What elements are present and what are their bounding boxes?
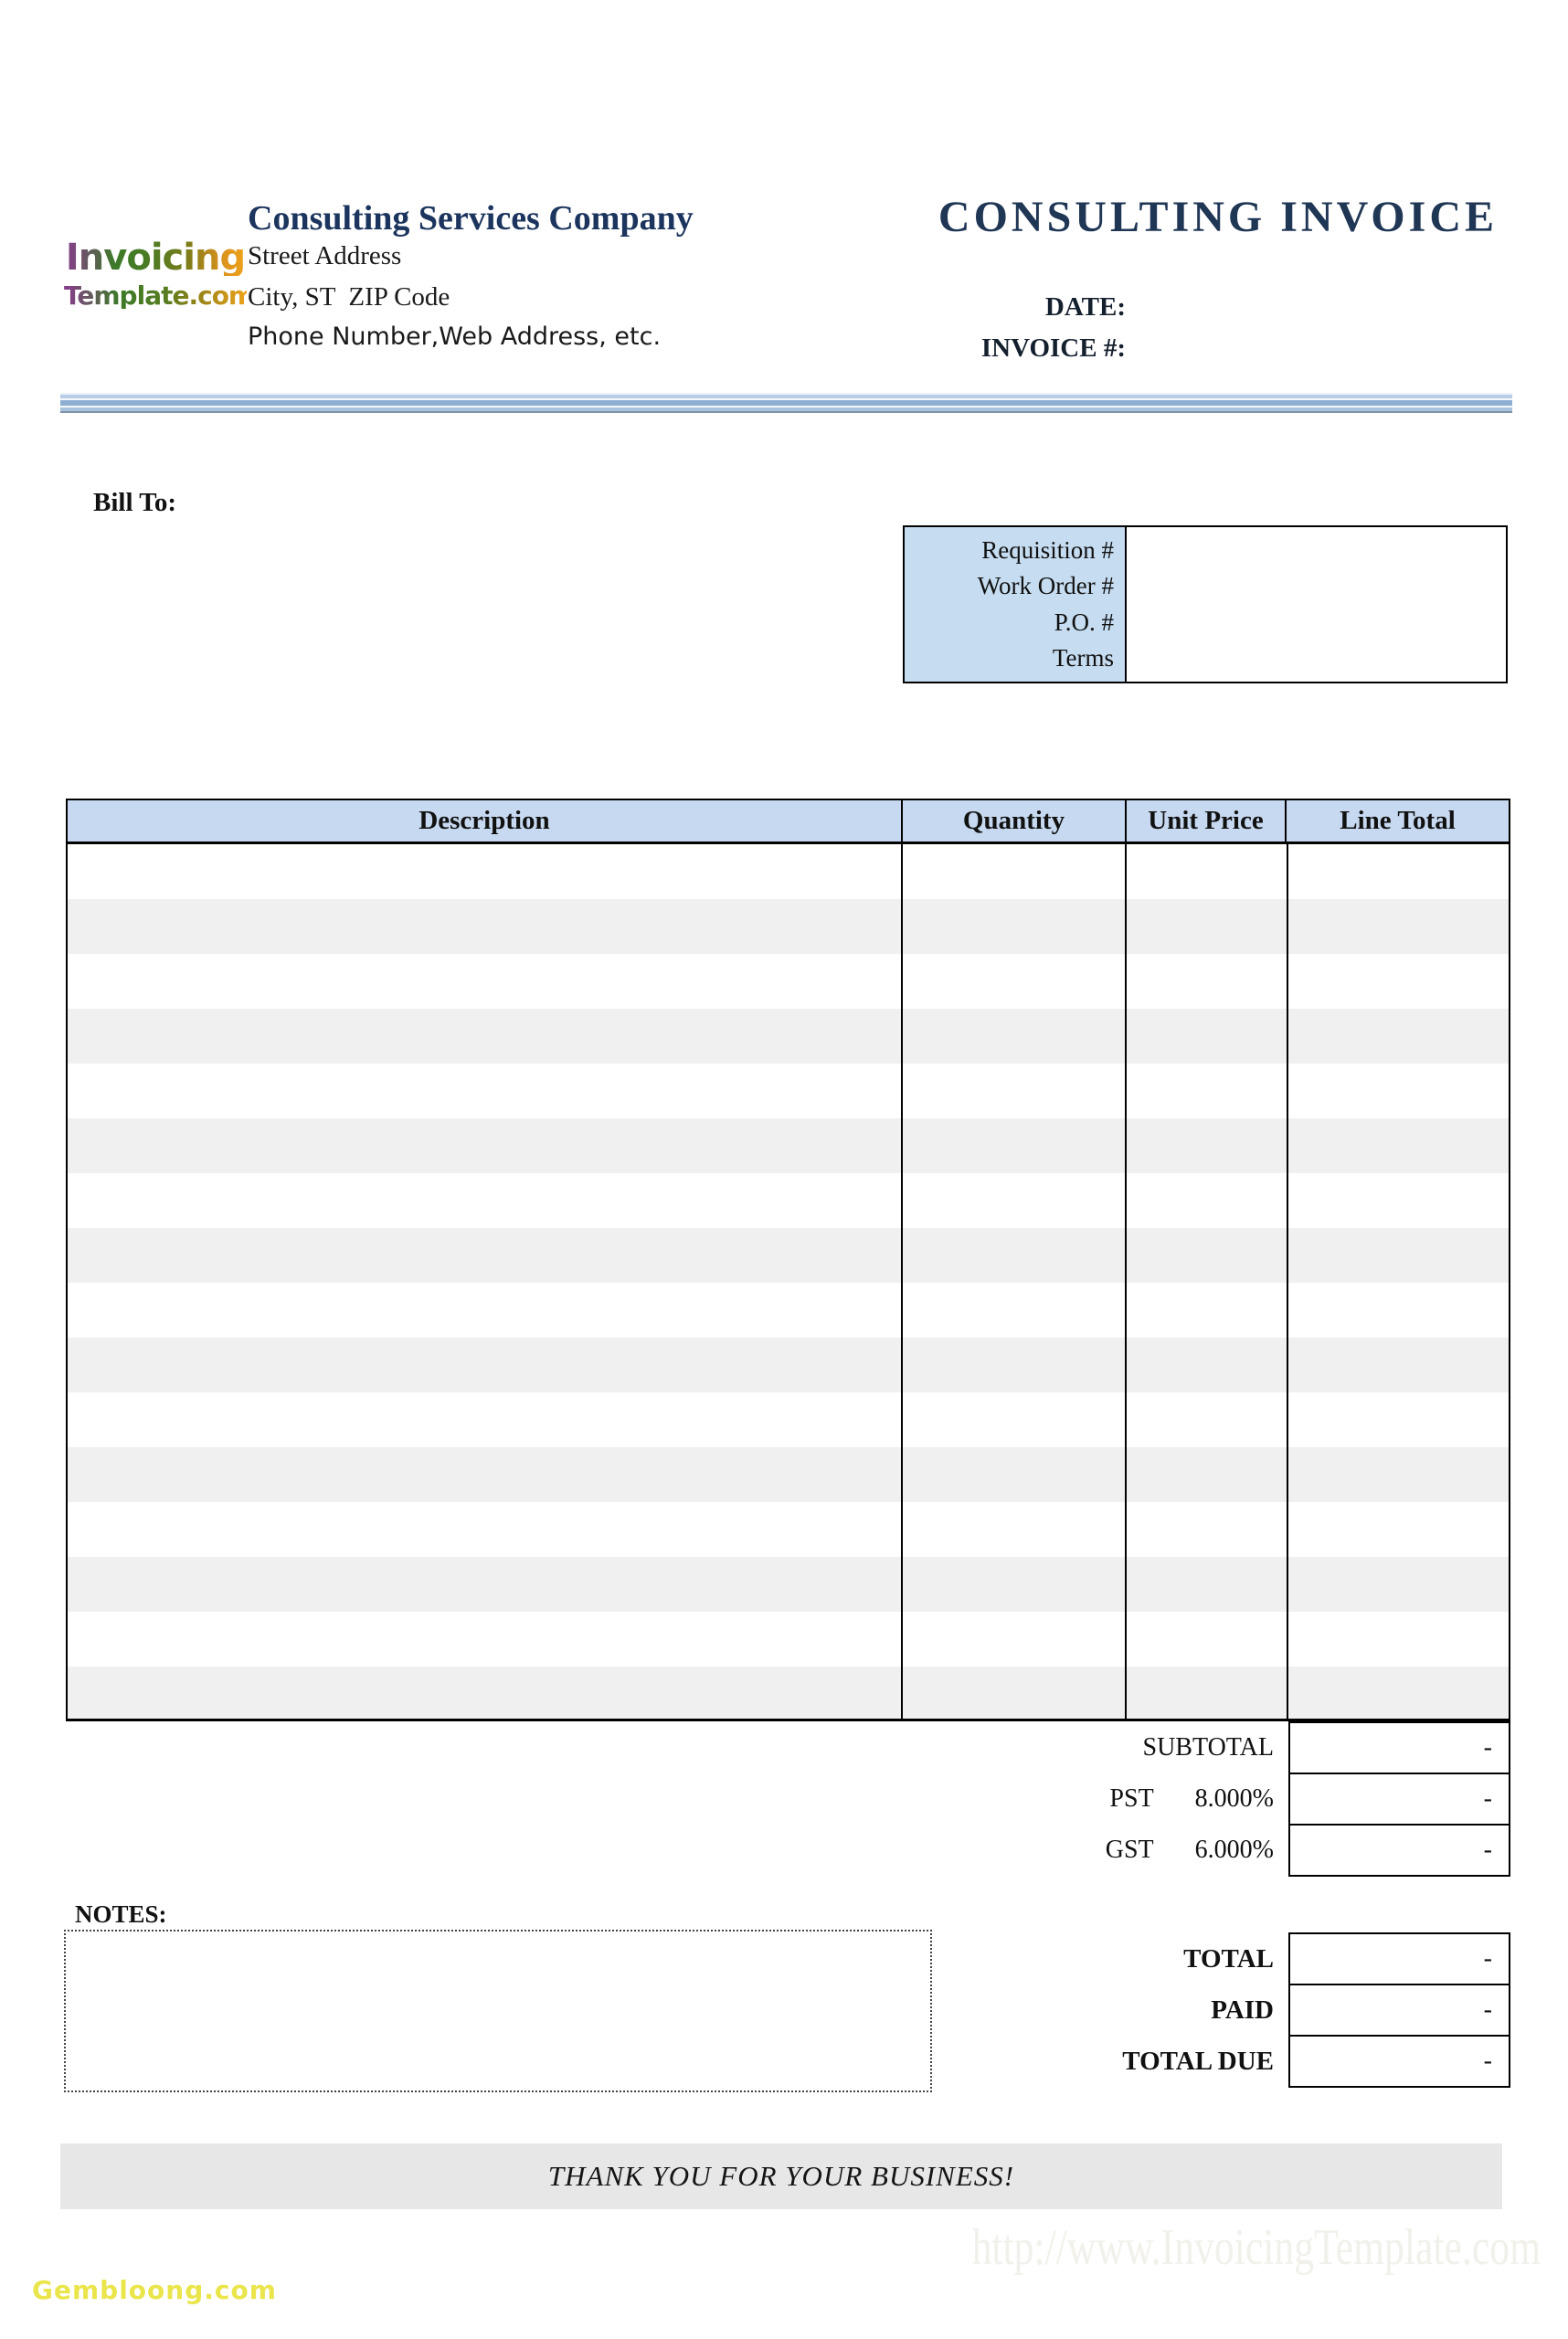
order-info-labels xyxy=(905,527,1127,682)
requisition-label: Requisition # xyxy=(981,536,1114,565)
subtotal-value-cell: - xyxy=(1288,1721,1510,1774)
invoicingtemplate-watermark: http://www.InvoicingTemplate.com xyxy=(971,2219,1541,2276)
pst-row xyxy=(959,1773,1510,1826)
gst-row xyxy=(959,1824,1510,1877)
invoice-number-label: INVOICE #: xyxy=(980,333,1126,363)
bill-to-label: Bill To: xyxy=(93,488,177,517)
invoicingtemplate-logo xyxy=(64,237,255,311)
total-row xyxy=(959,1932,1510,1985)
invoice-meta-labels xyxy=(981,287,1126,369)
line-items-table xyxy=(66,799,1510,1721)
subtotal-row xyxy=(959,1721,1510,1774)
order-info-values-cell[interactable] xyxy=(1127,527,1506,682)
date-label: DATE: xyxy=(1044,292,1126,322)
total-label: TOTAL xyxy=(1183,1943,1274,1974)
line-items-body[interactable] xyxy=(66,844,1510,1721)
company-street-address: Street Address xyxy=(248,241,402,270)
logo-word-invoicing: Invoicing xyxy=(65,237,246,279)
paid-label: PAID xyxy=(1211,1995,1274,2025)
terms-label: Terms xyxy=(1052,643,1114,672)
logo-word-template-com: Template.com xyxy=(64,280,255,311)
unit-price-column-header: Unit Price xyxy=(1127,800,1287,841)
po-number-label: P.O. # xyxy=(1054,608,1114,636)
gembloong-credit: Gembloong.com xyxy=(32,2275,277,2305)
invoice-title: CONSULTING INVOICE xyxy=(938,193,1498,241)
thank-you-banner xyxy=(60,2143,1502,2209)
description-column-header: Description xyxy=(68,800,903,841)
total-due-row xyxy=(959,2035,1510,2088)
paid-value-cell: - xyxy=(1288,1984,1510,2037)
header-divider-rule xyxy=(60,393,1512,413)
total-due-value-cell: - xyxy=(1288,2035,1510,2088)
company-name: Consulting Services Company xyxy=(248,199,694,238)
line-total-column-header: Line Total xyxy=(1340,806,1456,835)
thank-you-message: THANK YOU FOR YOUR BUSINESS! xyxy=(547,2160,1015,2192)
pst-value-cell: - xyxy=(1288,1773,1510,1826)
line-items-header-row xyxy=(66,799,1510,844)
company-city-state-zip: City, ST ZIP Code xyxy=(248,282,450,312)
gst-label: GST xyxy=(1105,1836,1154,1864)
company-phone-web: Phone Number,Web Address, etc. xyxy=(248,323,662,351)
column-divider xyxy=(1287,844,1288,1719)
pst-label: PST xyxy=(1109,1784,1154,1813)
gst-value-cell: - xyxy=(1288,1824,1510,1877)
order-info-box xyxy=(903,525,1508,683)
column-divider xyxy=(1125,844,1127,1719)
column-divider xyxy=(901,844,903,1719)
total-due-label: TOTAL DUE xyxy=(1122,2046,1274,2076)
quantity-column-header: Quantity xyxy=(903,800,1127,841)
notes-label: NOTES: xyxy=(75,1900,167,1928)
paid-row xyxy=(959,1984,1510,2037)
work-order-label: Work Order # xyxy=(977,572,1114,600)
gst-rate: 6.000% xyxy=(1194,1836,1274,1864)
notes-input-box[interactable] xyxy=(64,1930,932,2092)
pst-rate: 8.000% xyxy=(1194,1784,1274,1813)
total-value-cell: - xyxy=(1288,1932,1510,1985)
subtotal-label: SUBTOTAL xyxy=(1142,1733,1274,1762)
